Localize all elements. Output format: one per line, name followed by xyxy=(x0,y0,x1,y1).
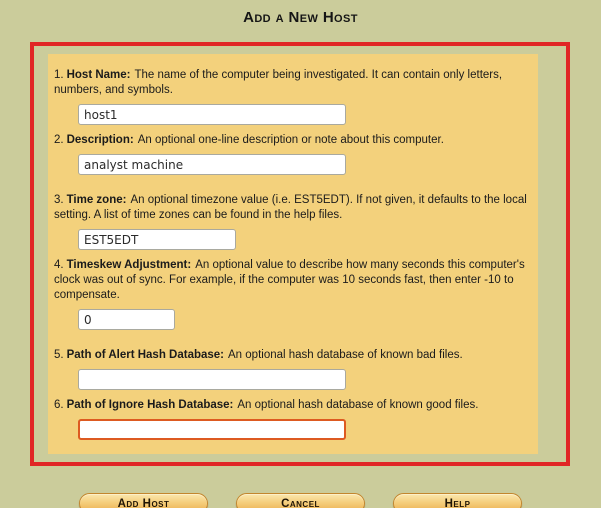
field-description-text xyxy=(54,133,528,148)
time-zone-input-row xyxy=(78,229,528,250)
field-alert-hash-db-text xyxy=(54,348,528,363)
alert-hash-db-input[interactable] xyxy=(78,369,346,390)
ignore-hash-db-input-row xyxy=(78,419,528,440)
field-description xyxy=(54,133,528,175)
field-timeskew-text xyxy=(54,258,528,303)
field-description: An optional hash database of known good files. xyxy=(237,399,479,411)
host-name-input-row xyxy=(78,104,528,125)
field-label: Path of Ignore Hash Database: xyxy=(66,399,234,411)
field-ignore-hash-db-text xyxy=(54,398,528,413)
cancel-button[interactable]: Cancel xyxy=(236,493,365,508)
field-number: 6. xyxy=(54,399,64,411)
field-timeskew xyxy=(54,258,528,330)
field-description: An optional value to describe how many seconds this computer's clock was out of sync. For example, if the computer was 10 seconds fast, then enter -10 to compensate. xyxy=(54,259,525,301)
field-number: 3. xyxy=(54,194,64,206)
field-ignore-hash-db xyxy=(54,398,528,440)
field-description: The name of the computer being investigated. It can contain only letters, numbers, and symbols. xyxy=(54,69,503,96)
description-input[interactable] xyxy=(78,154,346,175)
field-number: 1. xyxy=(54,69,64,81)
add-host-button[interactable]: Add Host xyxy=(79,493,208,508)
field-label: Description: xyxy=(66,134,134,146)
timeskew-input-row xyxy=(78,309,528,330)
field-host-name xyxy=(54,68,528,125)
field-time-zone xyxy=(54,193,528,250)
help-button[interactable]: Help xyxy=(393,493,522,508)
ignore-hash-db-input[interactable] xyxy=(78,419,346,440)
field-number: 4. xyxy=(54,259,64,271)
field-number: 5. xyxy=(54,349,64,361)
field-label: Host Name: xyxy=(66,69,131,81)
field-label: Path of Alert Hash Database: xyxy=(66,349,225,361)
highlight-red-box xyxy=(30,42,570,466)
field-label: Time zone: xyxy=(66,194,127,206)
form-panel xyxy=(48,54,538,454)
button-row xyxy=(0,493,601,508)
field-label: Timeskew Adjustment: xyxy=(66,259,192,271)
field-alert-hash-db xyxy=(54,348,528,390)
field-description: An optional hash database of known bad files. xyxy=(228,349,463,361)
time-zone-input[interactable] xyxy=(78,229,236,250)
description-input-row xyxy=(78,154,528,175)
host-name-input[interactable] xyxy=(78,104,346,125)
timeskew-input[interactable] xyxy=(78,309,175,330)
field-description: An optional one-line description or note about this computer. xyxy=(137,134,444,146)
field-time-zone-text xyxy=(54,193,528,223)
field-host-name-text xyxy=(54,68,528,98)
alert-hash-db-input-row xyxy=(78,369,528,390)
field-number: 2. xyxy=(54,134,64,146)
field-description: An optional timezone value (i.e. EST5EDT). If not given, it defaults to the local setting. A list of time zones can be found in the help files. xyxy=(54,194,527,221)
page-title: Add a New Host xyxy=(243,9,358,26)
